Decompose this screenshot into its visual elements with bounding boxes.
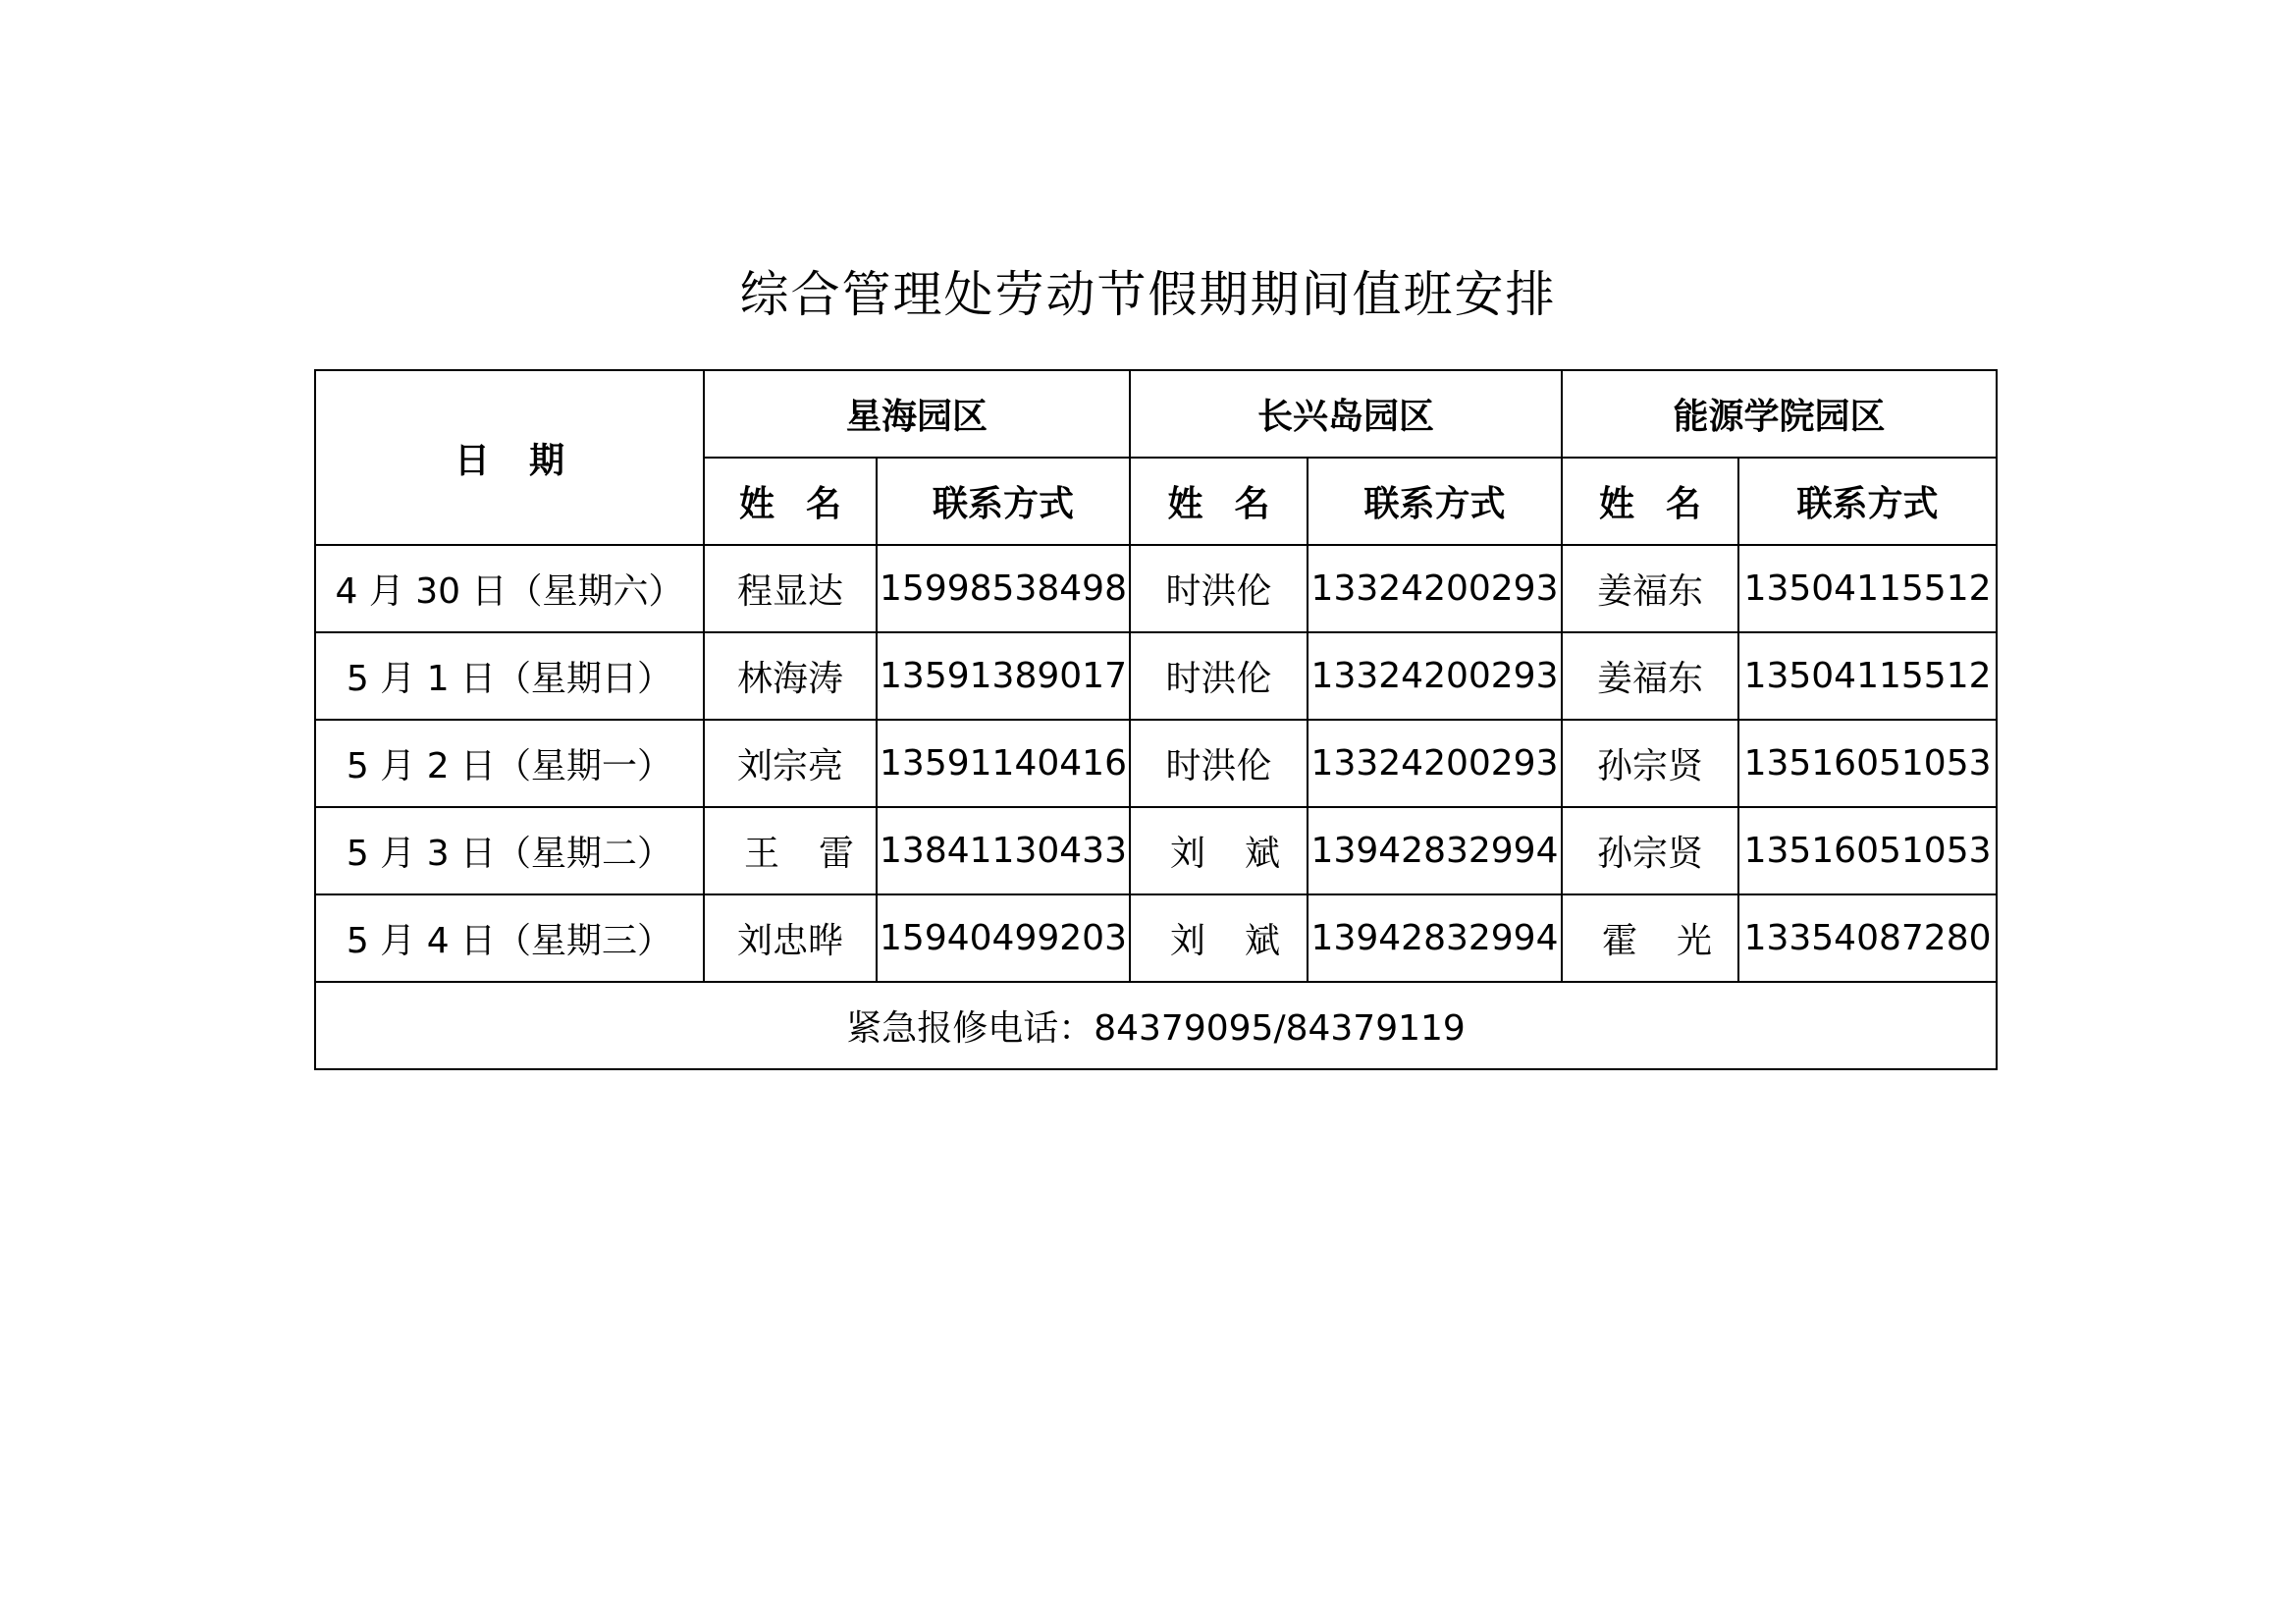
phone-cell: 13324200293 <box>1308 632 1562 720</box>
table-row <box>315 545 1997 632</box>
date-header: 日期 <box>315 370 704 545</box>
name-cell: 刘忠晔 <box>704 894 877 982</box>
phone-cell: 13516051053 <box>1738 720 1997 807</box>
name-cell: 姜福东 <box>1562 545 1738 632</box>
phone-cell: 13591389017 <box>877 632 1130 720</box>
campus-header-xinghai: 星海园区 <box>704 370 1130 458</box>
phone-cell: 13942832994 <box>1308 894 1562 982</box>
name-cell: 林海涛 <box>704 632 877 720</box>
phone-cell: 13324200293 <box>1308 720 1562 807</box>
table-row <box>315 894 1997 982</box>
name-cell: 时洪伦 <box>1130 545 1308 632</box>
name-cell: 孙宗贤 <box>1562 807 1738 894</box>
date-cell: 5 月 2 日（星期一） <box>315 720 704 807</box>
document-title: 综合管理处劳动节假期期间值班安排 <box>739 266 1557 323</box>
contact-header: 联系方式 <box>1308 458 1562 545</box>
name-header: 姓名 <box>1130 458 1308 545</box>
phone-cell: 13841130433 <box>877 807 1130 894</box>
name-cell: 王雷 <box>704 807 877 894</box>
name-header: 姓名 <box>1562 458 1738 545</box>
table-row <box>315 632 1997 720</box>
table-row <box>315 807 1997 894</box>
name-header: 姓名 <box>704 458 877 545</box>
table-row <box>315 720 1997 807</box>
phone-cell: 13354087280 <box>1738 894 1997 982</box>
campus-header-changxingdao: 长兴岛园区 <box>1130 370 1562 458</box>
campus-header-energy-college: 能源学院园区 <box>1562 370 1997 458</box>
phone-cell: 13504115512 <box>1738 545 1997 632</box>
date-cell: 4 月 30 日（星期六） <box>315 545 704 632</box>
duty-schedule-table <box>314 369 1998 1070</box>
date-cell: 5 月 3 日（星期二） <box>315 807 704 894</box>
contact-header: 联系方式 <box>877 458 1130 545</box>
contact-header: 联系方式 <box>1738 458 1997 545</box>
name-cell: 程显达 <box>704 545 877 632</box>
name-cell: 刘宗亮 <box>704 720 877 807</box>
footer-row <box>315 982 1997 1069</box>
phone-cell: 15998538498 <box>877 545 1130 632</box>
name-cell: 霍光 <box>1562 894 1738 982</box>
date-cell: 5 月 1 日（星期日） <box>315 632 704 720</box>
phone-cell: 13942832994 <box>1308 807 1562 894</box>
name-cell: 时洪伦 <box>1130 720 1308 807</box>
phone-cell: 13591140416 <box>877 720 1130 807</box>
name-cell: 刘斌 <box>1130 807 1308 894</box>
name-cell: 时洪伦 <box>1130 632 1308 720</box>
name-cell: 姜福东 <box>1562 632 1738 720</box>
date-cell: 5 月 4 日（星期三） <box>315 894 704 982</box>
emergency-repair-phone: 紧急报修电话：84379095/84379119 <box>315 982 1997 1069</box>
phone-cell: 13516051053 <box>1738 807 1997 894</box>
name-cell: 刘斌 <box>1130 894 1308 982</box>
phone-cell: 13504115512 <box>1738 632 1997 720</box>
name-cell: 孙宗贤 <box>1562 720 1738 807</box>
phone-cell: 15940499203 <box>877 894 1130 982</box>
phone-cell: 13324200293 <box>1308 545 1562 632</box>
header-row-campuses <box>315 370 1997 458</box>
